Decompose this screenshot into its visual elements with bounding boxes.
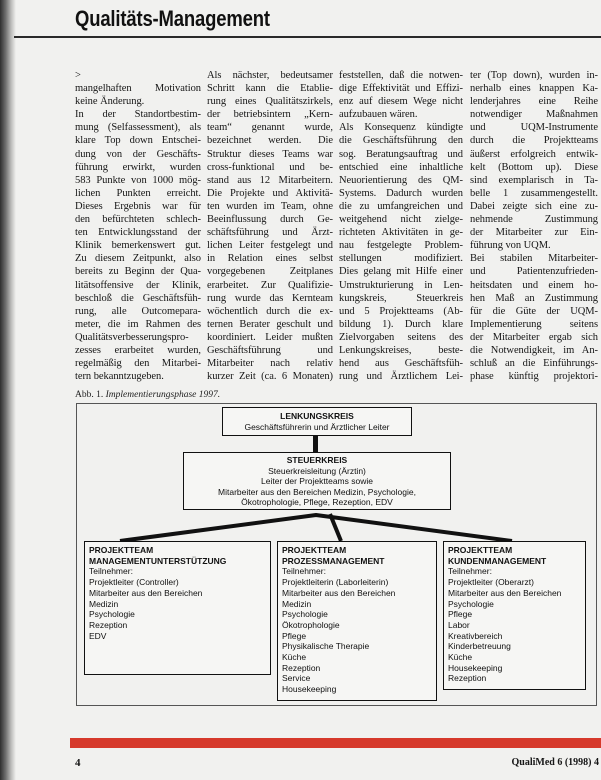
text-line: feststellen, daß die notwen- bbox=[339, 70, 463, 81]
text-line: der Mitarbeiter ergab sich bbox=[470, 331, 598, 343]
text-line: Implementierung seitens bbox=[470, 318, 598, 330]
text-line: phase künftig projektori- bbox=[470, 371, 598, 383]
text-line: In der Standortbestim- bbox=[75, 109, 201, 121]
text-line: rung wurde das Kernteam bbox=[207, 292, 333, 304]
text-line: wöchentlich durch die ex- bbox=[207, 305, 333, 317]
team-title-line: PROJEKTTEAM bbox=[448, 545, 513, 555]
participant-line: Ökotrophologie bbox=[282, 619, 340, 630]
text-line: schluß an die Einführungs- bbox=[470, 358, 598, 370]
participant-line: Mitarbeiter aus den Bereichen bbox=[89, 587, 203, 598]
text-line: lichen Leiter festgelegt und bbox=[207, 240, 333, 252]
figure-caption bbox=[75, 389, 220, 401]
lenkungskreis-members: Geschäftsführerin und Ärztlicher Leiter bbox=[244, 421, 390, 432]
participant-line: Medizin bbox=[282, 598, 312, 609]
text-line: mung (Selfassessment), als bbox=[75, 122, 201, 134]
text-line: mangelhaften Motivation bbox=[75, 83, 201, 95]
participant-line: Labor bbox=[448, 619, 470, 630]
participant-line: Pflege bbox=[448, 609, 473, 620]
text-line: ten Entwicklungsstand der bbox=[75, 227, 201, 239]
lenkungskreis-box bbox=[222, 407, 412, 436]
text-line: regelmäßig den Mitarbei- bbox=[75, 358, 201, 370]
text-line: für die Güte der UQM- bbox=[470, 305, 598, 317]
text-line: ten wurden im Team, ohne bbox=[207, 200, 333, 212]
text-line: rung eines Qualitätszirkels, bbox=[207, 96, 333, 108]
participant-line: Medizin bbox=[89, 598, 119, 609]
steuerkreis-line: Leiter der Projektteams sowie bbox=[261, 476, 373, 487]
participant-line: Projektleiter (Oberarzt) bbox=[448, 577, 534, 588]
text-line: team“ genannt wurde, bbox=[207, 122, 333, 134]
participant-line: Mitarbeiter aus den Bereichen bbox=[448, 587, 562, 598]
participant-line: Kreativbereich bbox=[448, 630, 503, 641]
participant-line: Psychologie bbox=[448, 598, 494, 609]
text-line: meter, die im Rahmen des bbox=[75, 318, 201, 330]
text-line: in Relation eines selbst bbox=[207, 253, 333, 265]
text-line: Lenkungskreises, beste- bbox=[339, 344, 463, 356]
text-line: klare Top down Entschei- bbox=[75, 135, 201, 147]
text-line: rung und Ärztlichem Lei- bbox=[339, 371, 463, 383]
text-line: Schritt kann die Etablie- bbox=[207, 83, 333, 95]
text-line: ternen Berater geschult und bbox=[207, 318, 333, 330]
text-line: und UQM-Instrumente bbox=[470, 122, 598, 134]
text-line: Die Projekte und Aktivitä- bbox=[207, 187, 333, 199]
text-line: schäftsführung und Ärzt- bbox=[207, 227, 333, 239]
participants-label: Teilnehmer: bbox=[448, 566, 492, 577]
text-line: Umstrukturierung in Len- bbox=[339, 279, 463, 291]
text-line: Klinik bemerkenswert gut. bbox=[75, 240, 201, 252]
participant-line: Psychologie bbox=[282, 609, 328, 620]
participant-line: Physikalische Therapie bbox=[282, 641, 370, 652]
text-line: dung von der Geschäfts- bbox=[75, 148, 201, 160]
text-line: Dieses Ergebnis war für bbox=[75, 200, 201, 212]
text-line: Als nächster, bedeutsamer bbox=[207, 70, 333, 81]
participant-line: Projektleiterin (Laborleiterin) bbox=[282, 577, 389, 588]
accent-bar bbox=[70, 738, 601, 748]
steuerkreis-box bbox=[183, 452, 451, 510]
text-column-1 bbox=[75, 69, 201, 383]
text-line: zesses erarbeitet wurden, bbox=[75, 344, 201, 356]
team-title-line: PROZESSMANAGEMENT bbox=[282, 555, 385, 566]
text-line: notwendiger Maßnahmen bbox=[470, 109, 598, 121]
text-line: Beeinflussung durch Ge- bbox=[207, 214, 333, 226]
text-line: äußerst erfolgreich entwik- bbox=[470, 148, 598, 160]
team-title-line: PROJEKTTEAM bbox=[282, 545, 347, 555]
text-line: bereits zu Beginn der Qua- bbox=[75, 266, 201, 278]
team-title-line: MANAGEMENTUNTERSTÜTZUNG bbox=[89, 555, 227, 566]
text-line: heitsdaten und einem ho- bbox=[470, 279, 598, 291]
section-title: Qualitäts-Management bbox=[75, 6, 270, 31]
journal-citation: QualiMed 6 (1998) 4 bbox=[511, 757, 599, 768]
text-line: erarbeitet. Zur Qualifizie- bbox=[207, 279, 333, 291]
participant-line: EDV bbox=[89, 630, 107, 641]
text-line: rung, alle Outcomepara- bbox=[75, 305, 201, 317]
text-line: die Geschäftsführung den bbox=[339, 135, 463, 147]
text-line: bezeichnet werden. Die bbox=[207, 135, 333, 147]
text-line: Zielvorgaben seitens des bbox=[339, 331, 463, 343]
text-line: 583 Punkte von 1000 mög- bbox=[75, 174, 201, 186]
text-line: durch die Projektteams bbox=[470, 135, 598, 147]
text-line: belle 1 zusammengestellt. bbox=[470, 187, 598, 199]
text-line: hend aus Geschäftsfüh- bbox=[339, 358, 463, 370]
caption-text: Implementierungsphase 1997. bbox=[105, 390, 221, 400]
text-line: Als Konsequenz kündigte bbox=[339, 122, 463, 134]
team-box-managementunterstuetzung bbox=[84, 541, 271, 675]
connector-bar bbox=[313, 436, 318, 452]
text-line: bildung 1). Durch klare bbox=[339, 318, 463, 330]
participant-line: Rezeption bbox=[448, 673, 487, 684]
text-column-4 bbox=[470, 69, 598, 383]
participant-line: Küche bbox=[282, 652, 307, 663]
text-line: Dabei zeigte sich eine zu- bbox=[470, 200, 598, 212]
text-line: stand aus 12 Mitarbeitern. bbox=[207, 174, 333, 186]
text-line: Struktur dieses Teams war bbox=[207, 148, 333, 160]
text-line: enz auf diesem Wege nicht bbox=[339, 96, 463, 108]
team-box-prozessmanagement bbox=[277, 541, 437, 701]
text-line: weitgehend nicht zielge- bbox=[339, 214, 463, 226]
participant-line: Rezeption bbox=[282, 662, 321, 673]
text-line: und Patientenzufrieden- bbox=[470, 266, 598, 278]
text-line: Mitarbeiter nach relativ bbox=[207, 358, 333, 370]
steuerkreis-line: Ökotrophologie, Pflege, Rezeption, EDV bbox=[241, 497, 393, 508]
text-line: Zu diesem Zeitpunkt, also bbox=[75, 253, 201, 265]
participant-line: Psychologie bbox=[89, 609, 135, 620]
team-box-kundenmanagement bbox=[443, 541, 586, 690]
steuerkreis-title: STEUERKREIS bbox=[286, 455, 348, 465]
participant-line: Küche bbox=[448, 652, 473, 663]
text-line: koordiniert. Leider mußten bbox=[207, 331, 333, 343]
text-line: sog. Beratungsauftrag und bbox=[339, 148, 463, 160]
header-rule bbox=[14, 36, 601, 38]
lenkungskreis-title: LENKUNGSKREIS bbox=[280, 411, 354, 421]
participant-line: Projektleiter (Controller) bbox=[89, 577, 179, 588]
text-line: der Mitarbeiter zur Ein- bbox=[470, 227, 598, 239]
text-line: Qualitätsverbesserungspro- bbox=[75, 331, 189, 343]
text-line: beschloß die Geschäftsfüh- bbox=[75, 292, 201, 304]
text-line: vorgegebenen Zeitplanes bbox=[207, 266, 333, 278]
participant-line: Service bbox=[282, 673, 311, 684]
text-line: dige Effektivität und Effizi- bbox=[339, 83, 463, 95]
text-line: hen Maß an Zustimmung bbox=[470, 292, 598, 304]
team-title-line: KUNDENMANAGEMENT bbox=[448, 555, 547, 566]
participant-line: Rezeption bbox=[89, 619, 128, 630]
text-line: kelt (Bottom up). Diese bbox=[470, 161, 598, 173]
text-line: sind exemplarisch in Ta- bbox=[470, 174, 598, 186]
text-line: führung von UQM. bbox=[470, 240, 551, 252]
text-line: Bei stabilen Mitarbeiter- bbox=[470, 253, 598, 265]
text-line: Systems. Dadurch wurden bbox=[339, 187, 463, 199]
team-title-line: PROJEKTTEAM bbox=[89, 545, 154, 555]
binding-shadow bbox=[0, 0, 16, 780]
text-line: cross-funktional und be- bbox=[207, 161, 333, 173]
text-line: kurzer Zeit (ca. 6 Monaten) bbox=[207, 371, 333, 383]
participants-label: Teilnehmer: bbox=[89, 566, 133, 577]
text-line: die zu umfangreichen und bbox=[339, 200, 463, 212]
text-line: den befürchteten schlech- bbox=[75, 214, 201, 226]
participant-line: Housekeeping bbox=[448, 662, 503, 673]
text-line: Dies gelang mit Hilfe einer bbox=[339, 266, 463, 278]
text-line: die Notwendigkeit, im An- bbox=[470, 344, 598, 356]
text-line: nerhalb eines knappen Ka- bbox=[470, 83, 598, 95]
text-line: lenderjahres eine Reihe bbox=[470, 96, 598, 108]
text-column-2 bbox=[207, 69, 333, 383]
page-number: 4 bbox=[75, 757, 81, 769]
text-line: nehmende Zustimmung bbox=[470, 214, 598, 226]
caption-label: Abb. 1. bbox=[75, 390, 104, 400]
text-line: entschied eine inhaltliche bbox=[339, 161, 463, 173]
text-line: richteten Aktivitäten in ge- bbox=[339, 227, 463, 239]
text-line: Neuorientierung des QM- bbox=[339, 174, 463, 186]
text-column-3 bbox=[339, 69, 463, 383]
text-line: führung erwirkt, wurden bbox=[75, 161, 201, 173]
participant-line: Housekeeping bbox=[282, 684, 337, 695]
text-line: lichen Punkten erreicht. bbox=[75, 187, 201, 199]
text-line: keine Änderung. bbox=[75, 96, 145, 108]
participant-line: Pflege bbox=[282, 630, 307, 641]
participants-label: Teilnehmer: bbox=[282, 566, 326, 577]
steuerkreis-line: Mitarbeiter aus den Bereichen Medizin, Psychologie, bbox=[218, 486, 416, 497]
text-line: nau festgelegte Problem- bbox=[339, 240, 463, 252]
text-line: Geschäftsführung und bbox=[207, 344, 333, 356]
text-line: und 5 Projektteams (Ab- bbox=[339, 305, 463, 317]
text-line: > bbox=[75, 70, 81, 81]
steuerkreis-line: Steuerkreisleitung (Ärztin) bbox=[268, 465, 366, 476]
text-line: tern bekanntzugeben. bbox=[75, 371, 164, 383]
participant-line: Kinderbetreuung bbox=[448, 641, 511, 652]
text-line: aufzubauen wären. bbox=[339, 109, 418, 121]
text-line: kungskreis, Steuerkreis bbox=[339, 292, 463, 304]
text-line: stellungen modifiziert. bbox=[339, 253, 463, 265]
text-line: ter (Top down), wurden in- bbox=[470, 70, 598, 81]
text-line: litätsoffensive der Klinik, bbox=[75, 279, 201, 291]
participant-line: Mitarbeiter aus den Bereichen bbox=[282, 587, 396, 598]
text-line: der betriebsintern „Kern- bbox=[207, 109, 333, 121]
